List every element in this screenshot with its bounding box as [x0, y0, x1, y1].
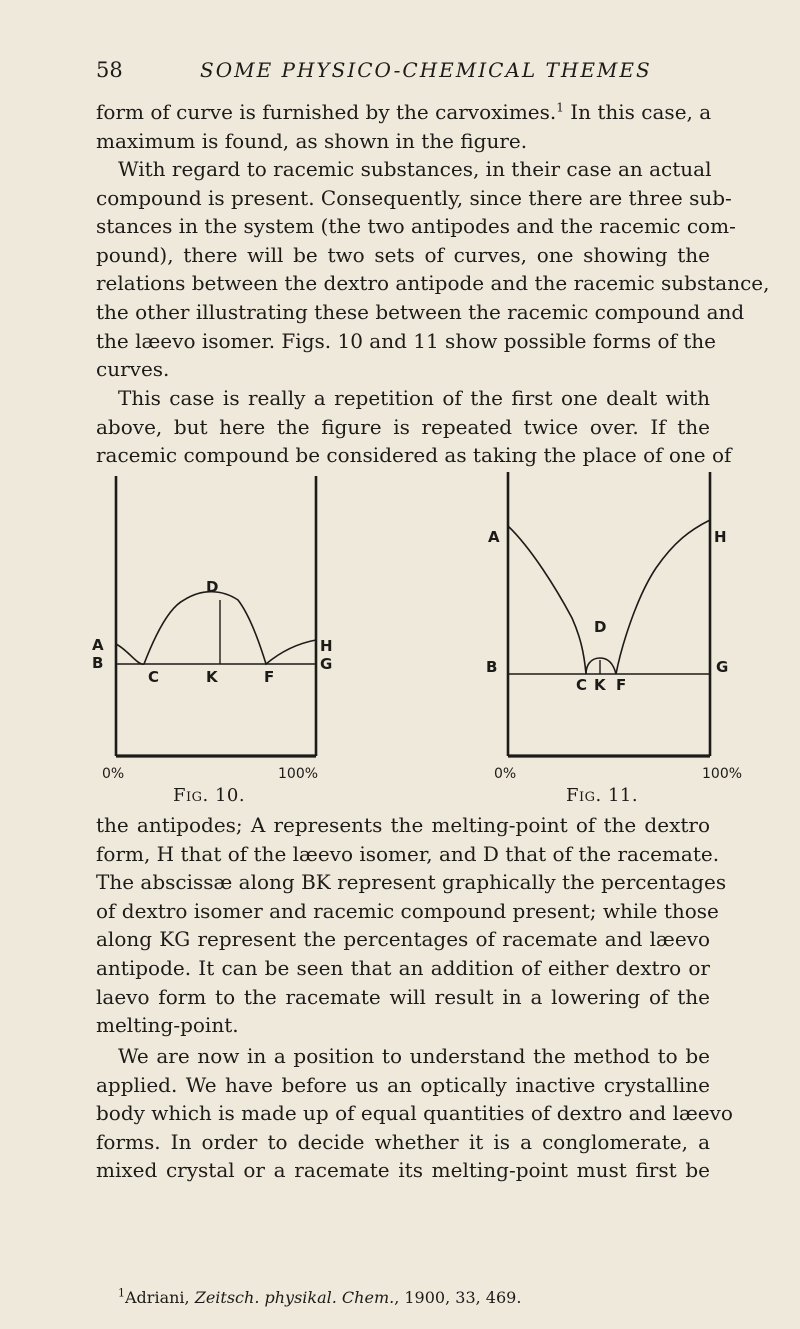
text-line: applied. We have before us an optically inactive crystalline	[96, 1072, 710, 1097]
fig10-label-h: H	[320, 637, 333, 655]
text-line: compound is present. Consequently, since there are three sub-	[96, 185, 732, 210]
fig11-label-h: H	[714, 528, 727, 546]
fig10-label-a: A	[92, 636, 104, 654]
fig11-label-g: G	[716, 658, 729, 676]
text-line: With regard to racemic substances, in their case an actual	[118, 157, 712, 181]
figure-10-diagram	[88, 468, 338, 808]
fig10-label-f: F	[264, 668, 275, 686]
fig11-curve-left	[508, 526, 586, 674]
text-line: laevo form to the racemate will result in a lowering of the	[96, 984, 710, 1009]
paragraph-4	[96, 811, 727, 1040]
fig10-x-right: 100%	[278, 766, 319, 782]
figure-11-caption: Fig. 11.	[566, 785, 639, 806]
fig10-x-left: 0%	[102, 766, 125, 782]
footnote-volume: 33	[455, 1288, 476, 1307]
fig10-label-g: G	[320, 655, 333, 673]
text-line: form of curve is furnished by the carvoximes.$^1$ In this case, a	[96, 100, 712, 124]
figure-11-diagram	[476, 468, 746, 808]
fig10-label-k: K	[206, 668, 218, 686]
footnote-journal: Zeitsch. physikal. Chem.	[194, 1288, 395, 1307]
paragraph-2	[96, 155, 770, 384]
figure-10-caption: Fig. 10.	[173, 785, 246, 806]
fig10-label-b: B	[92, 654, 104, 672]
text-line: form, H that of the læevo isomer, and D that of the racemate.	[96, 841, 720, 866]
text-line: antipode. It can be seen that an addition of either dextro or	[96, 955, 710, 980]
text-line: pound), there will be two sets of curves, one showing the	[96, 242, 710, 267]
running-head: SOME PHYSICO-CHEMICAL THEMES	[200, 58, 652, 82]
text-line: racemic compound be considered as taking the place of one of	[96, 443, 732, 468]
fig10-label-d: D	[206, 578, 219, 596]
text-line: melting-point.	[96, 1013, 239, 1038]
text-line: stances in the system (the two antipodes and the racemic com-	[96, 214, 736, 239]
text-line: The abscissæ along BK represent graphically the percentages	[96, 870, 727, 895]
text-line: mixed crystal or a racemate its melting-point must first be	[96, 1158, 710, 1183]
page-number: 58	[96, 58, 123, 82]
fig11-curve-middle	[586, 658, 616, 674]
fig11-label-c: C	[576, 676, 588, 694]
text-line: the other illustrating these between the racemic compound and	[96, 299, 745, 324]
fig11-x-left: 0%	[494, 766, 517, 782]
page-header	[96, 58, 706, 88]
paragraph-3	[96, 384, 732, 470]
fig11-label-f: F	[616, 676, 627, 694]
text-line: body which is made up of equal quantities of dextro and læevo	[96, 1101, 733, 1126]
fig11-label-k: K	[594, 676, 606, 694]
fig11-label-d: D	[594, 618, 607, 636]
footnote-mark: 1	[118, 1286, 125, 1300]
footnote-ref: 1	[556, 100, 564, 115]
paragraph-5	[96, 1042, 733, 1185]
text-line: curves.	[96, 357, 170, 382]
paragraph-1	[96, 98, 710, 155]
text-line: forms. In order to decide whether it is a conglomerate, a	[96, 1129, 710, 1154]
text-line: of dextro isomer and racemic compound present; while those	[96, 898, 719, 923]
text-line: relations between the dextro antipode and the racemic substance,	[96, 271, 770, 296]
fig10-curve	[116, 592, 316, 664]
fig10-label-c: C	[148, 668, 160, 686]
text-line: along KG represent the percentages of racemate and læevo	[96, 927, 710, 952]
text-line: We are now in a position to understand the method to be	[118, 1044, 710, 1068]
fig11-label-b: B	[486, 658, 498, 676]
fig11-curve-right	[616, 520, 710, 674]
text-line: the antipodes; A represents the melting-point of the dextro	[96, 813, 710, 837]
fig11-label-a: A	[488, 528, 500, 546]
text-line: maximum is found, as shown in the figure.	[96, 128, 528, 153]
footnote: $^1$Adriani, Zeitsch. physikal. Chem., 1900, 33, 469.	[118, 1286, 522, 1307]
text-line: the læevo isomer. Figs. 10 and 11 show possible forms of the	[96, 328, 717, 353]
text-line: above, but here the figure is repeated twice over. If the	[96, 414, 710, 439]
text-line: This case is really a repetition of the first one dealt with	[118, 386, 710, 410]
fig11-x-right: 100%	[702, 766, 743, 782]
